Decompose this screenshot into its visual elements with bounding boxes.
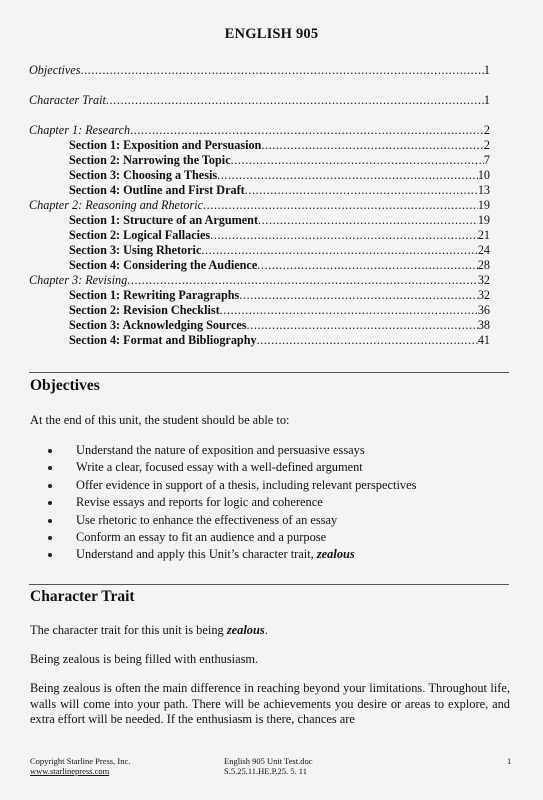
toc-label: Objectives xyxy=(29,63,81,77)
footer-page-number: 1 xyxy=(507,756,512,766)
list-item: Conform an essay to fit an audience and a purpose xyxy=(48,530,416,547)
toc-label: Section 4: Outline and First Draft xyxy=(69,183,245,197)
toc-label: Chapter 1: Research xyxy=(29,123,131,137)
toc-label: Section 2: Revision Checklist xyxy=(69,303,220,317)
toc-page: 24 xyxy=(477,243,490,257)
list-item: Write a clear, focused essay with a well-defined argument xyxy=(48,460,416,477)
document-title: ENGLISH 905 xyxy=(224,26,319,42)
footer-center xyxy=(224,756,313,776)
section-divider xyxy=(29,372,509,373)
bullet-icon xyxy=(48,466,52,470)
toc-label: Section 3: Acknowledging Sources xyxy=(69,318,247,332)
toc-entry-section xyxy=(69,168,490,182)
toc-entry-section xyxy=(69,318,490,332)
toc-page: 1 xyxy=(483,63,490,77)
toc-label: Character Trait xyxy=(29,93,106,107)
toc-page: 19 xyxy=(477,213,490,227)
bullet-icon xyxy=(48,553,52,557)
toc-label: Section 2: Logical Fallacies xyxy=(69,228,211,242)
toc-page: 2 xyxy=(483,138,490,152)
list-item: Understand the nature of exposition and persuasive essays xyxy=(48,443,416,460)
toc-page: 38 xyxy=(477,318,490,332)
toc-entry-section xyxy=(69,138,490,152)
bullet-icon xyxy=(48,501,52,505)
toc-label: Section 2: Narrowing the Topic xyxy=(69,153,231,167)
toc-page: 36 xyxy=(477,303,490,317)
toc-entry-section xyxy=(69,183,490,197)
toc-page: 21 xyxy=(477,228,490,242)
toc-entry-section xyxy=(69,153,490,167)
objectives-list xyxy=(48,443,416,565)
toc-entry-section xyxy=(69,333,490,347)
toc-entry-section xyxy=(69,303,490,317)
toc-page: 1 xyxy=(483,93,490,107)
objectives-heading: Objectives xyxy=(30,377,100,394)
character-trait-heading: Character Trait xyxy=(30,588,135,605)
toc-label: Section 4: Considering the Audience xyxy=(69,258,258,272)
footer-left xyxy=(30,756,130,776)
bullet-icon xyxy=(48,484,52,488)
toc-page: 19 xyxy=(477,198,490,212)
section-divider xyxy=(29,584,509,585)
toc-page: 10 xyxy=(477,168,490,182)
toc-entry-chapter-1 xyxy=(29,123,490,137)
toc-label: Chapter 2: Reasoning and Rhetoric xyxy=(29,198,203,212)
character-trait-paragraph-2: Being zealous is being filled with enthusiasm. xyxy=(30,652,259,666)
bullet-icon xyxy=(48,449,52,453)
toc-page: 28 xyxy=(477,258,490,272)
toc-entry-section xyxy=(69,258,490,272)
toc-label: Section 1: Rewriting Paragraphs xyxy=(69,288,240,302)
objectives-intro: At the end of this unit, the student should be able to: xyxy=(30,413,290,427)
toc-page: 32 xyxy=(477,288,490,302)
toc-page: 7 xyxy=(483,153,490,167)
list-item: Revise essays and reports for logic and coherence xyxy=(48,495,416,512)
toc-label: Chapter 3: Revising xyxy=(29,273,128,287)
bullet-icon xyxy=(48,536,52,540)
toc-entry-chapter-2 xyxy=(29,198,490,212)
footer-doc-code: S.5.25.11.HE.P.25. 5. 11 xyxy=(224,766,307,776)
character-trait-paragraph-3: Being zealous is often the main difference in reaching beyond your limitations. Throughout life, walls will come into your path. There will be achievements you desire or areas to explore, and extra effort will be needed. If the enthusiasm is there, chances are xyxy=(30,681,510,727)
footer-website-link[interactable]: www.starlinepress.com xyxy=(30,766,110,776)
toc-entry-chapter-3 xyxy=(29,273,490,287)
toc-label: Section 3: Using Rhetoric xyxy=(69,243,202,257)
list-item: Understand and apply this Unit’s character trait, zealous xyxy=(48,547,416,564)
list-item: Use rhetoric to enhance the effectiveness of an essay xyxy=(48,513,416,530)
toc-label: Section 4: Format and Bibliography xyxy=(69,333,257,347)
toc-label: Section 1: Structure of an Argument xyxy=(69,213,259,227)
toc-page: 32 xyxy=(477,273,490,287)
footer-doc-name: English 905 Unit Test.doc xyxy=(224,756,313,766)
toc-page: 2 xyxy=(483,123,490,137)
toc-entry-section xyxy=(69,243,490,257)
footer-copyright: Copyright Starline Press, Inc. xyxy=(30,756,131,766)
toc-page: 41 xyxy=(477,333,490,347)
list-item: Offer evidence in support of a thesis, including relevant perspectives xyxy=(48,478,416,495)
character-trait-paragraph-1: The character trait for this unit is being zealous. xyxy=(30,623,268,637)
toc-entry-objectives xyxy=(29,63,490,77)
toc-label: Section 3: Choosing a Thesis xyxy=(69,168,218,182)
toc-entry-character-trait xyxy=(29,93,490,107)
toc-entry-section xyxy=(69,213,490,227)
bullet-icon xyxy=(48,519,52,523)
toc-page: 13 xyxy=(477,183,490,197)
toc-label: Section 1: Exposition and Persuasion xyxy=(69,138,262,152)
toc-entry-section xyxy=(69,228,490,242)
toc-entry-section xyxy=(69,288,490,302)
